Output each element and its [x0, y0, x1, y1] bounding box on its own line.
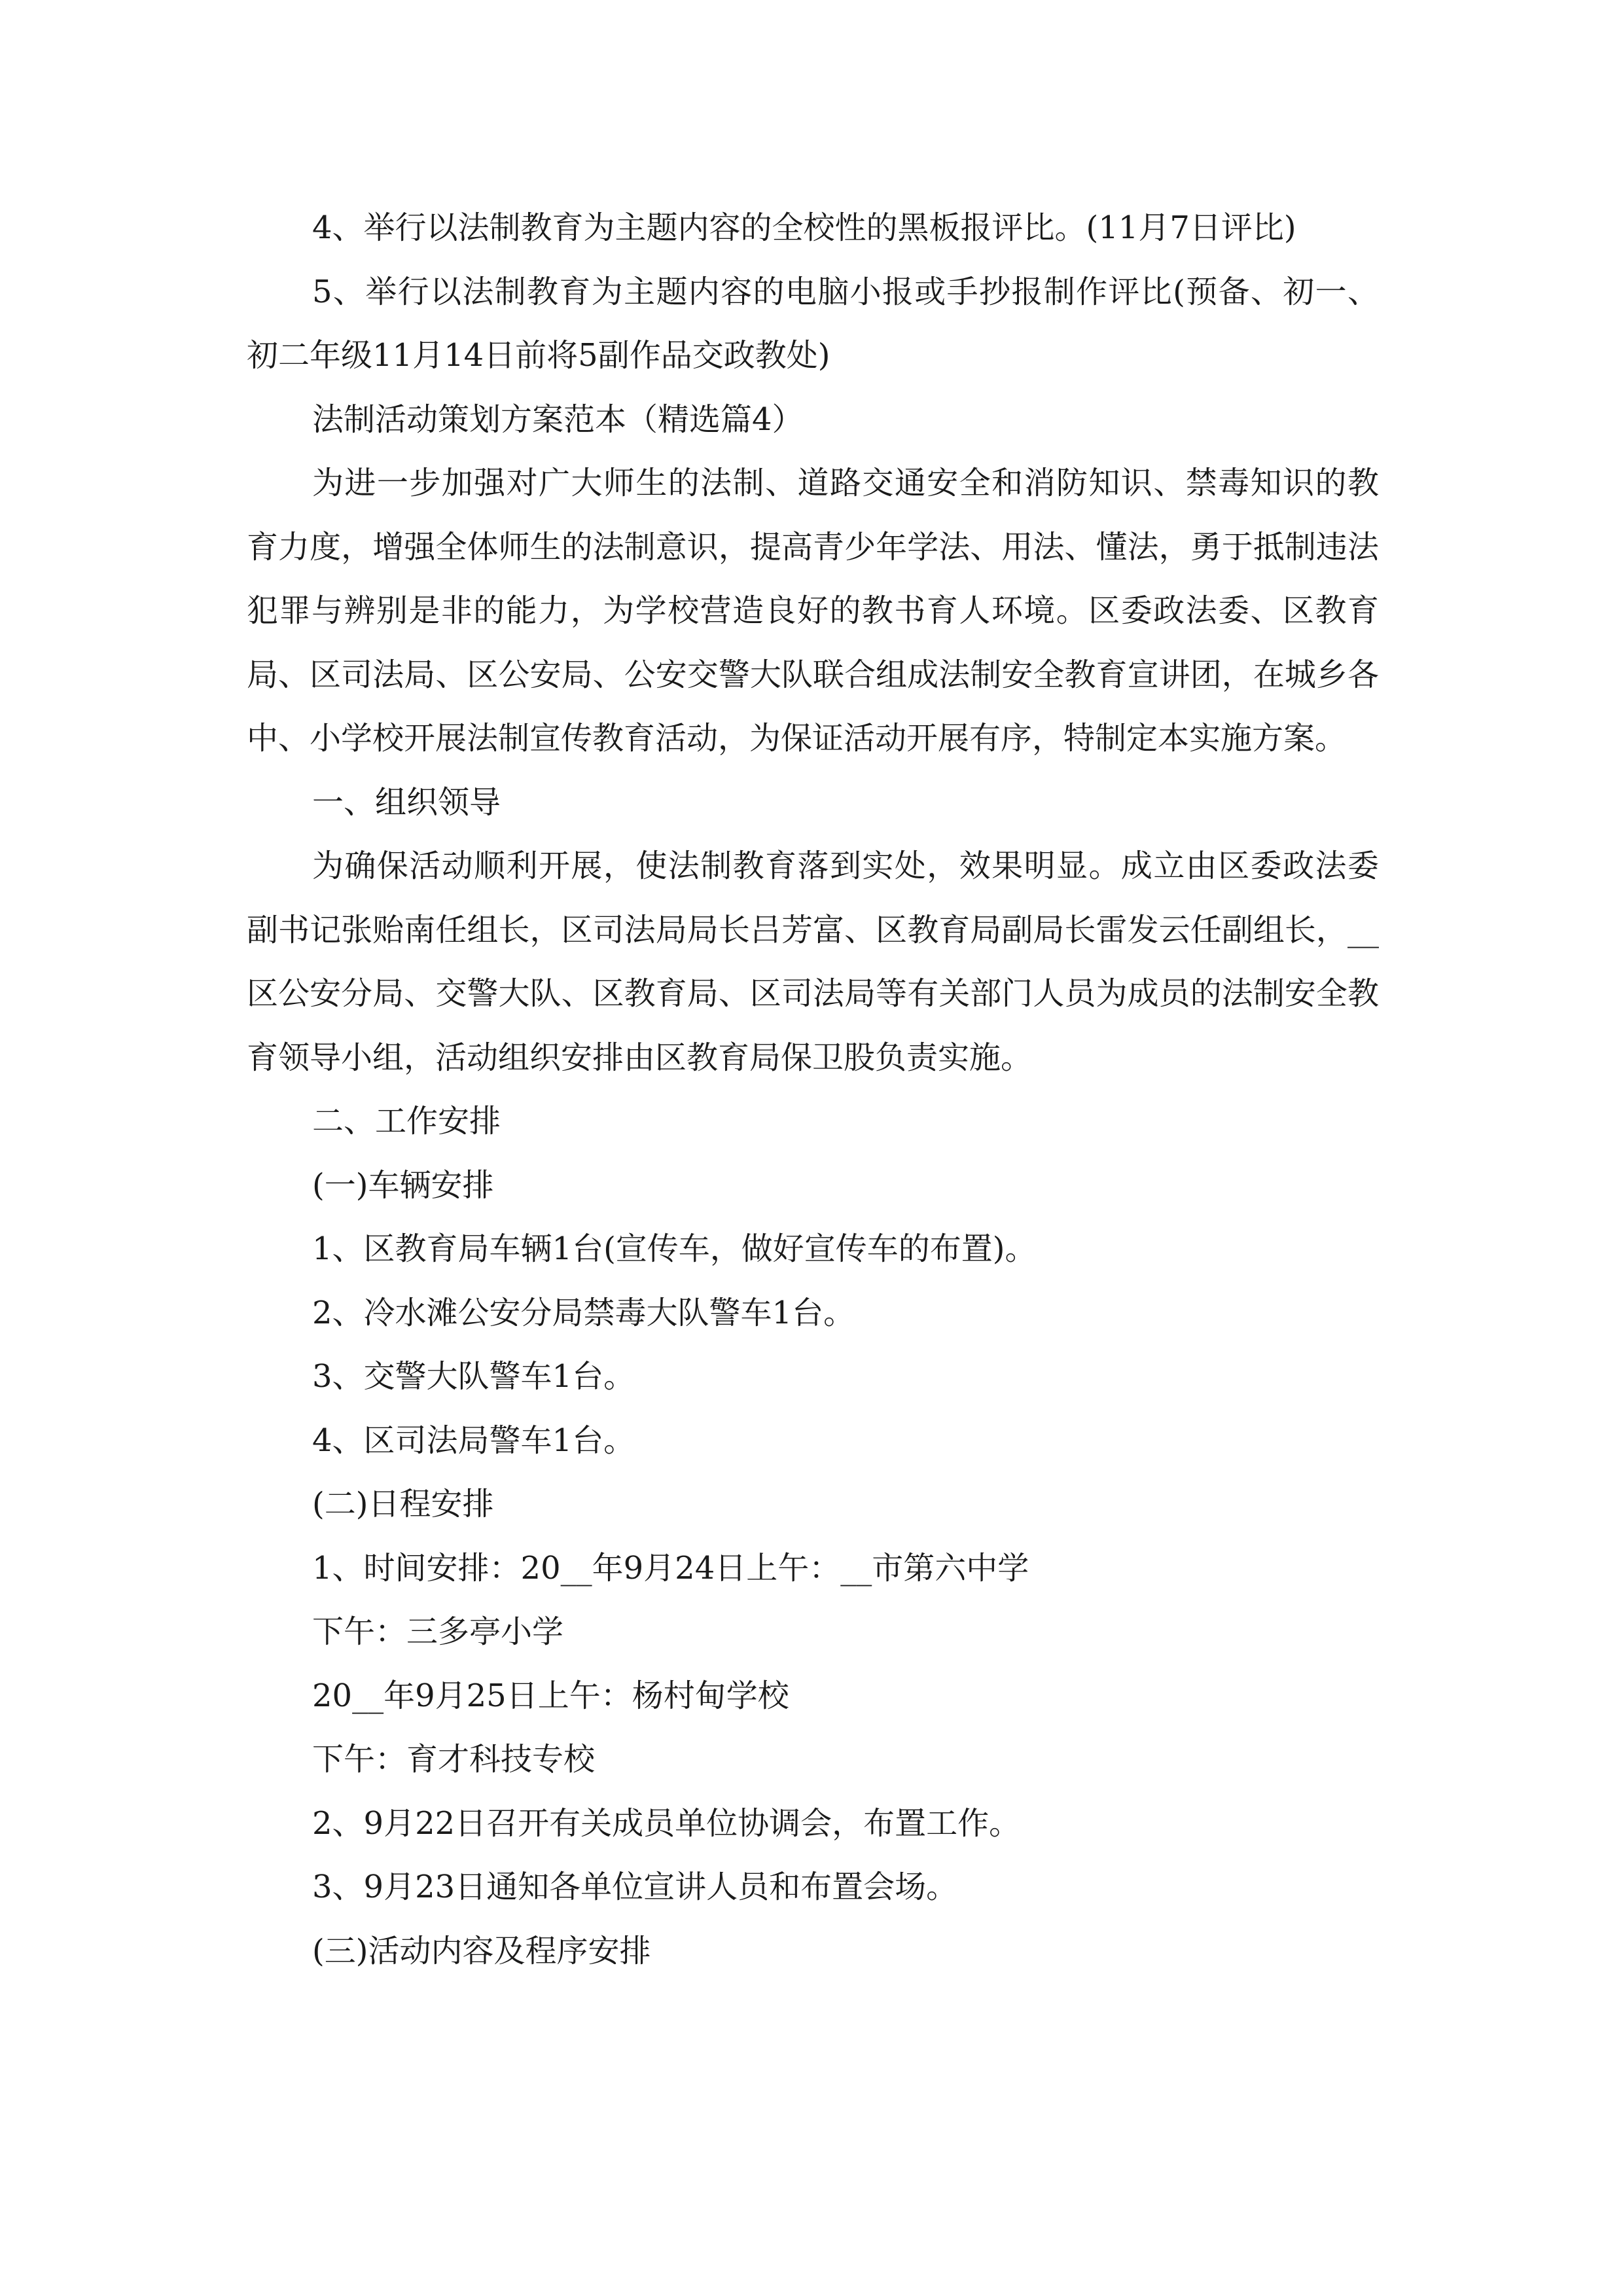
heading-work-arrangement: 二、工作安排	[312, 1103, 501, 1139]
paragraph-item-5: 5、举行以法制教育为主题内容的电脑小报或手抄报制作评比(预备、初一、初二年级11月14日前将5副作品交政教处)	[247, 273, 1379, 374]
subheading-vehicles: (一)车辆安排	[312, 1166, 494, 1204]
vehicle-item-2: 2、冷水滩公安分局禁毒大队警车1台。	[312, 1294, 855, 1331]
vehicle-item-4: 4、区司法局警车1台。	[312, 1422, 635, 1459]
vehicle-item-1: 1、区教育局车辆1台(宣传车，做好宣传车的布置)。	[312, 1230, 1037, 1267]
schedule-item-1: 1、时间安排：20__年9月24日上午：__市第六中学	[312, 1549, 1029, 1587]
schedule-item-3: 3、9月23日通知各单位宣讲人员和布置会场。	[312, 1869, 958, 1905]
subheading-schedule: (二)日程安排	[312, 1486, 494, 1522]
organization-paragraph: 为确保活动顺利开展，使法制教育落到实处，效果明显。成立由区委政法委副书记张贻南任组长，区司法局局长吕芳富、区教育局副局长雷发云任副组长，__区公安分局、交警大队、区教育局、区司法局等有关部门人员为成员的法制安全教育领导小组，活动组织安排由区教育局保卫股负责实施。	[247, 848, 1379, 1076]
subheading-activity-content: (三)活动内容及程序安排	[312, 1932, 651, 1969]
schedule-afternoon-1: 下午：三多亭小学	[312, 1613, 564, 1650]
heading-organization: 一、组织领导	[312, 783, 501, 821]
schedule-day-2: 20__年9月25日上午：杨村甸学校	[312, 1677, 789, 1714]
section-title: 法制活动策划方案范本（精选篇4）	[312, 401, 804, 438]
vehicle-item-3: 3、交警大队警车1台。	[312, 1358, 635, 1395]
schedule-afternoon-2: 下午：育才科技专校	[312, 1741, 596, 1778]
paragraph-item-4: 4、举行以法制教育为主题内容的全校性的黑板报评比。(11月7日评比)	[312, 209, 1296, 246]
document-body	[247, 196, 1379, 1983]
intro-paragraph: 为进一步加强对广大师生的法制、道路交通安全和消防知识、禁毒知识的教育力度，增强全体师生的法制意识，提高青少年学法、用法、懂法，勇于抵制违法犯罪与辨别是非的能力，为学校营造良好的教书育人环境。区委政法委、区教育局、区司法局、区公安局、公安交警大队联合组成法制安全教育宣讲团，在城乡各中、小学校开展法制宣传教育活动，为保证活动开展有序，特制定本实施方案。	[247, 465, 1379, 757]
schedule-item-2: 2、9月22日召开有关成员单位协调会，布置工作。	[312, 1804, 1021, 1842]
